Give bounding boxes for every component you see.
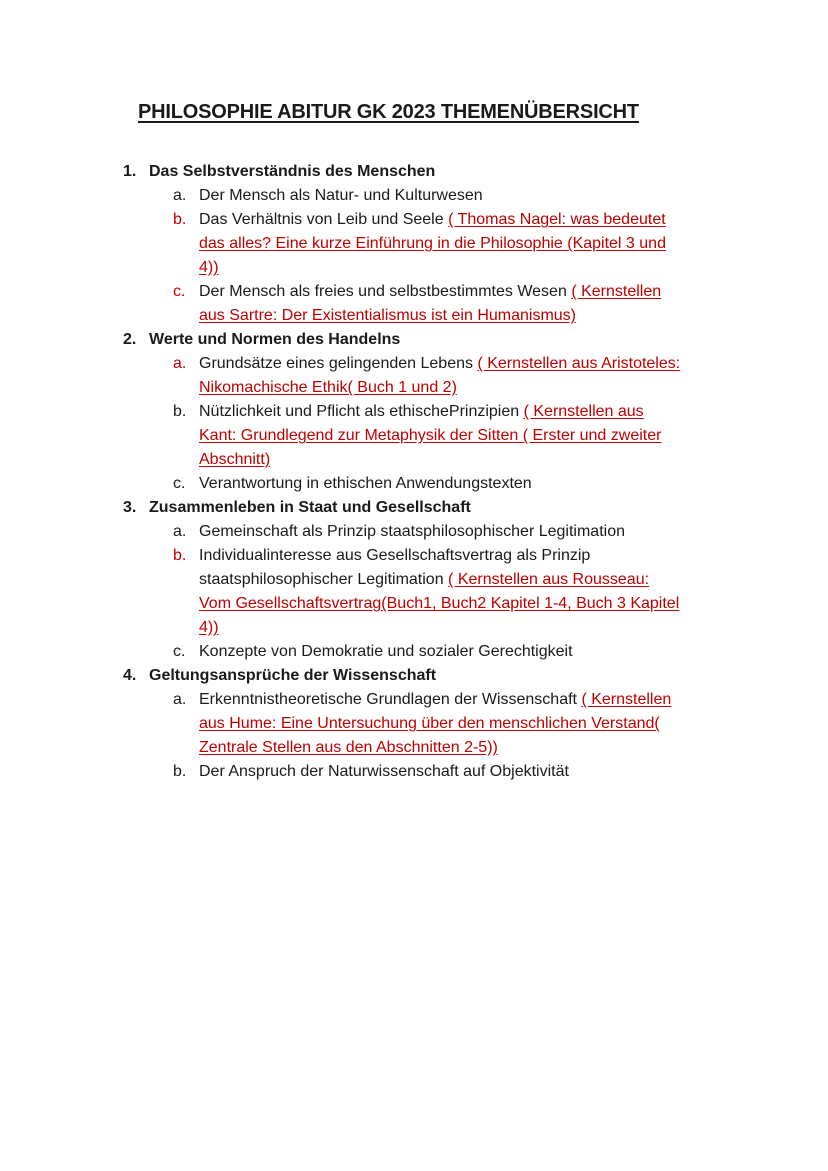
reference-continuation <box>0 448 828 472</box>
reference-continuation <box>0 712 828 736</box>
item-text: Grundsätze eines gelingenden Lebens <box>199 355 473 372</box>
item-text-with-reference <box>199 688 671 712</box>
page-title: PHILOSOPHIE ABITUR GK 2023 THEMENÜBERSICHT <box>138 101 639 123</box>
item-letter: b. <box>173 211 187 228</box>
section-title: Das Selbstverständnis des Menschen <box>149 163 436 180</box>
literature-reference: ( Kernstellen aus Aristoteles: <box>477 355 681 372</box>
section-number: 1. <box>123 163 137 180</box>
list-item <box>0 544 828 568</box>
section-title: Werte und Normen des Handelns <box>149 331 401 348</box>
literature-reference: ( Thomas Nagel: was bedeutet <box>448 211 666 228</box>
reference-continuation <box>0 424 828 448</box>
literature-reference: 4)) <box>199 259 219 276</box>
reference-continuation <box>0 376 828 400</box>
literature-reference: ( Kernstellen aus Rousseau: <box>448 571 650 588</box>
list-item <box>0 760 828 784</box>
item-letter: b. <box>173 547 187 564</box>
item-letter: a. <box>173 523 187 540</box>
item-letter: a. <box>173 187 187 204</box>
literature-reference: Vom Gesellschaftsvertrag(Buch1, Buch2 Kapitel 1-4, Buch 3 Kapitel <box>199 595 680 612</box>
list-item <box>0 184 828 208</box>
item-letter: a. <box>173 355 187 372</box>
list-item <box>0 472 828 496</box>
list-item <box>0 688 828 712</box>
item-text-with-reference <box>199 400 644 424</box>
reference-continuation <box>0 616 828 640</box>
reference-continuation <box>0 592 828 616</box>
section-heading <box>0 664 828 688</box>
literature-reference: 4)) <box>199 619 219 636</box>
section-heading <box>0 160 828 184</box>
item-letter: b. <box>173 403 187 420</box>
section-heading <box>0 496 828 520</box>
literature-reference: ( Kernstellen <box>581 691 672 708</box>
reference-continuation <box>0 736 828 760</box>
item-continuation <box>0 568 828 592</box>
section-title: Zusammenleben in Staat und Gesellschaft <box>149 499 471 516</box>
item-text-with-reference <box>199 280 661 304</box>
list-item <box>0 400 828 424</box>
item-letter: c. <box>173 283 186 300</box>
literature-reference: Abschnitt) <box>199 451 271 468</box>
topic-outline <box>0 160 828 784</box>
section-title: Geltungsansprüche der Wissenschaft <box>149 667 437 684</box>
section-heading <box>0 328 828 352</box>
list-item <box>0 640 828 664</box>
item-text: Konzepte von Demokratie und sozialer Gerechtigkeit <box>199 643 573 660</box>
item-text: Gemeinschaft als Prinzip staatsphilosophischer Legitimation <box>199 523 625 540</box>
item-text-with-reference <box>199 352 680 376</box>
item-letter: b. <box>173 763 187 780</box>
item-text: staatsphilosophischer Legitimation <box>199 571 444 588</box>
list-item <box>0 208 828 232</box>
literature-reference: Kant: Grundlegend zur Metaphysik der Sitten ( Erster und zweiter <box>199 427 662 444</box>
literature-reference: ( Kernstellen aus <box>523 403 644 420</box>
item-letter: c. <box>173 643 186 660</box>
reference-continuation <box>0 304 828 328</box>
section-number: 2. <box>123 331 137 348</box>
item-text: Der Mensch als Natur- und Kulturwesen <box>199 187 483 204</box>
item-letter: a. <box>173 691 187 708</box>
list-item <box>0 280 828 304</box>
literature-reference: ( Kernstellen <box>571 283 662 300</box>
literature-reference: Zentrale Stellen aus den Abschnitten 2-5)) <box>199 739 498 756</box>
item-text: Individualinteresse aus Gesellschaftsvertrag als Prinzip <box>199 547 591 564</box>
item-text: Verantwortung in ethischen Anwendungstexten <box>199 475 532 492</box>
list-item <box>0 520 828 544</box>
item-text: Erkenntnistheoretische Grundlagen der Wissenschaft <box>199 691 577 708</box>
literature-reference: Nikomachische Ethik( Buch 1 und 2) <box>199 379 457 396</box>
item-text-with-reference <box>199 208 666 232</box>
item-text-with-reference <box>199 568 649 592</box>
list-item <box>0 352 828 376</box>
item-text: Das Verhältnis von Leib und Seele <box>199 211 444 228</box>
section-number: 3. <box>123 499 137 516</box>
item-text: Der Anspruch der Naturwissenschaft auf Objektivität <box>199 763 569 780</box>
item-text: Nützlichkeit und Pflicht als ethischePrinzipien <box>199 403 520 420</box>
item-text: Der Mensch als freies und selbstbestimmtes Wesen <box>199 283 567 300</box>
literature-reference: aus Hume: Eine Untersuchung über den menschlichen Verstand( <box>199 715 660 732</box>
reference-continuation <box>0 232 828 256</box>
literature-reference: das alles? Eine kurze Einführung in die Philosophie (Kapitel 3 und <box>199 235 666 252</box>
reference-continuation <box>0 256 828 280</box>
item-letter: c. <box>173 475 186 492</box>
section-number: 4. <box>123 667 137 684</box>
literature-reference: aus Sartre: Der Existentialismus ist ein Humanismus) <box>199 307 577 324</box>
